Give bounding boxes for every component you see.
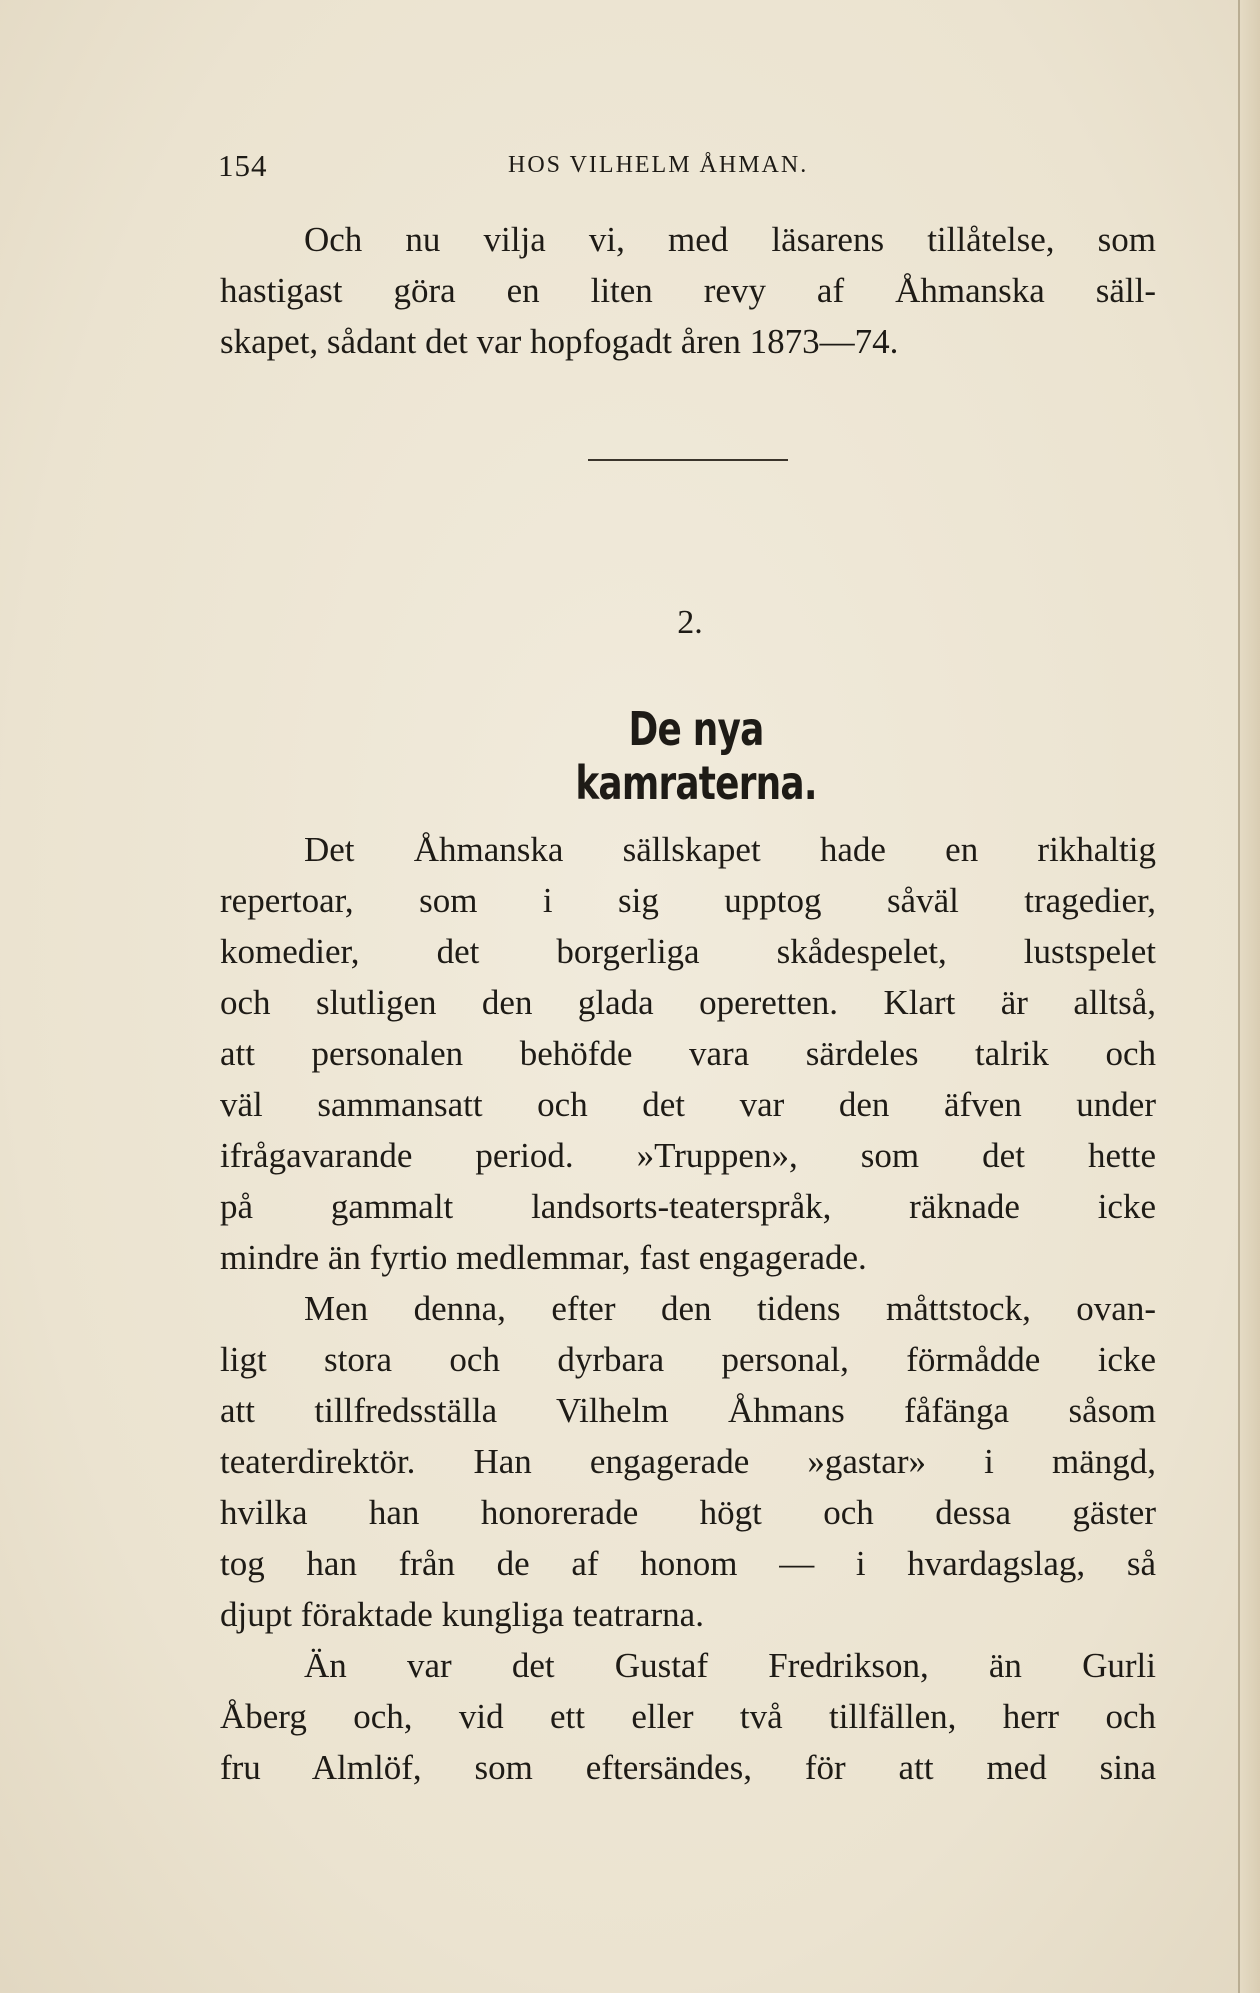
text-line: tog han från de af honom — i hvardagslag, så bbox=[220, 1544, 1156, 1583]
text-line: väl sammansatt och det var den äfven under bbox=[220, 1085, 1156, 1124]
text-line: Och nu vilja vi, med läsarens tillåtelse, som bbox=[304, 220, 1156, 259]
text-line: hastigast göra en liten revy af Åhmanska säll- bbox=[220, 271, 1156, 310]
text-line: Än var det Gustaf Fredrikson, än Gurli bbox=[304, 1646, 1156, 1685]
text-line: och slutligen den glada operetten. Klart är alltså, bbox=[220, 983, 1156, 1022]
intro-paragraph bbox=[220, 214, 1156, 367]
text-line: fru Almlöf, som eftersändes, för att med sina bbox=[220, 1748, 1156, 1787]
section-divider bbox=[588, 459, 788, 461]
text-line: att personalen behöfde vara särdeles talrik och bbox=[220, 1034, 1156, 1073]
page-number: 154 bbox=[218, 148, 268, 183]
text-line: teaterdirektör. Han engagerade »gastar» i mängd, bbox=[220, 1442, 1156, 1481]
text-line: ligt stora och dyrbara personal, förmådde icke bbox=[220, 1340, 1156, 1379]
running-head: HOS VILHELM ÅHMAN. bbox=[508, 152, 809, 178]
text-line: Men denna, efter den tidens måttstock, ovan- bbox=[304, 1289, 1156, 1328]
text-line: skapet, sådant det var hopfogadt åren 1873—74. bbox=[220, 322, 899, 361]
text-line: hvilka han honorerade högt och dessa gäster bbox=[220, 1493, 1156, 1532]
body-text bbox=[220, 824, 1156, 1793]
text-line: komedier, det borgerliga skådespelet, lustspelet bbox=[220, 932, 1156, 971]
text-line: djupt föraktade kungliga teatrarna. bbox=[220, 1595, 704, 1634]
text-line: på gammalt landsorts-teaterspråk, räknade icke bbox=[220, 1187, 1156, 1226]
page-edge bbox=[1238, 0, 1260, 1993]
text-line: Åberg och, vid ett eller två tillfällen, herr och bbox=[220, 1697, 1156, 1736]
text-line: mindre än fyrtio medlemmar, fast engagerade. bbox=[220, 1238, 867, 1277]
page-header bbox=[218, 148, 1158, 188]
text-line: ifrågavarande period. »Truppen», som det hette bbox=[220, 1136, 1156, 1175]
text-line: Det Åhmanska sällskapet hade en rikhaltig bbox=[304, 830, 1156, 869]
text-line: att tillfredsställa Vilhelm Åhmans fåfänga såsom bbox=[220, 1391, 1156, 1430]
chapter-title: De nya kamraterna. bbox=[575, 702, 817, 810]
text-line: repertoar, som i sig upptog såväl tragedier, bbox=[220, 881, 1156, 920]
page-fold-line bbox=[1238, 0, 1240, 1993]
section-number: 2. bbox=[677, 604, 703, 641]
